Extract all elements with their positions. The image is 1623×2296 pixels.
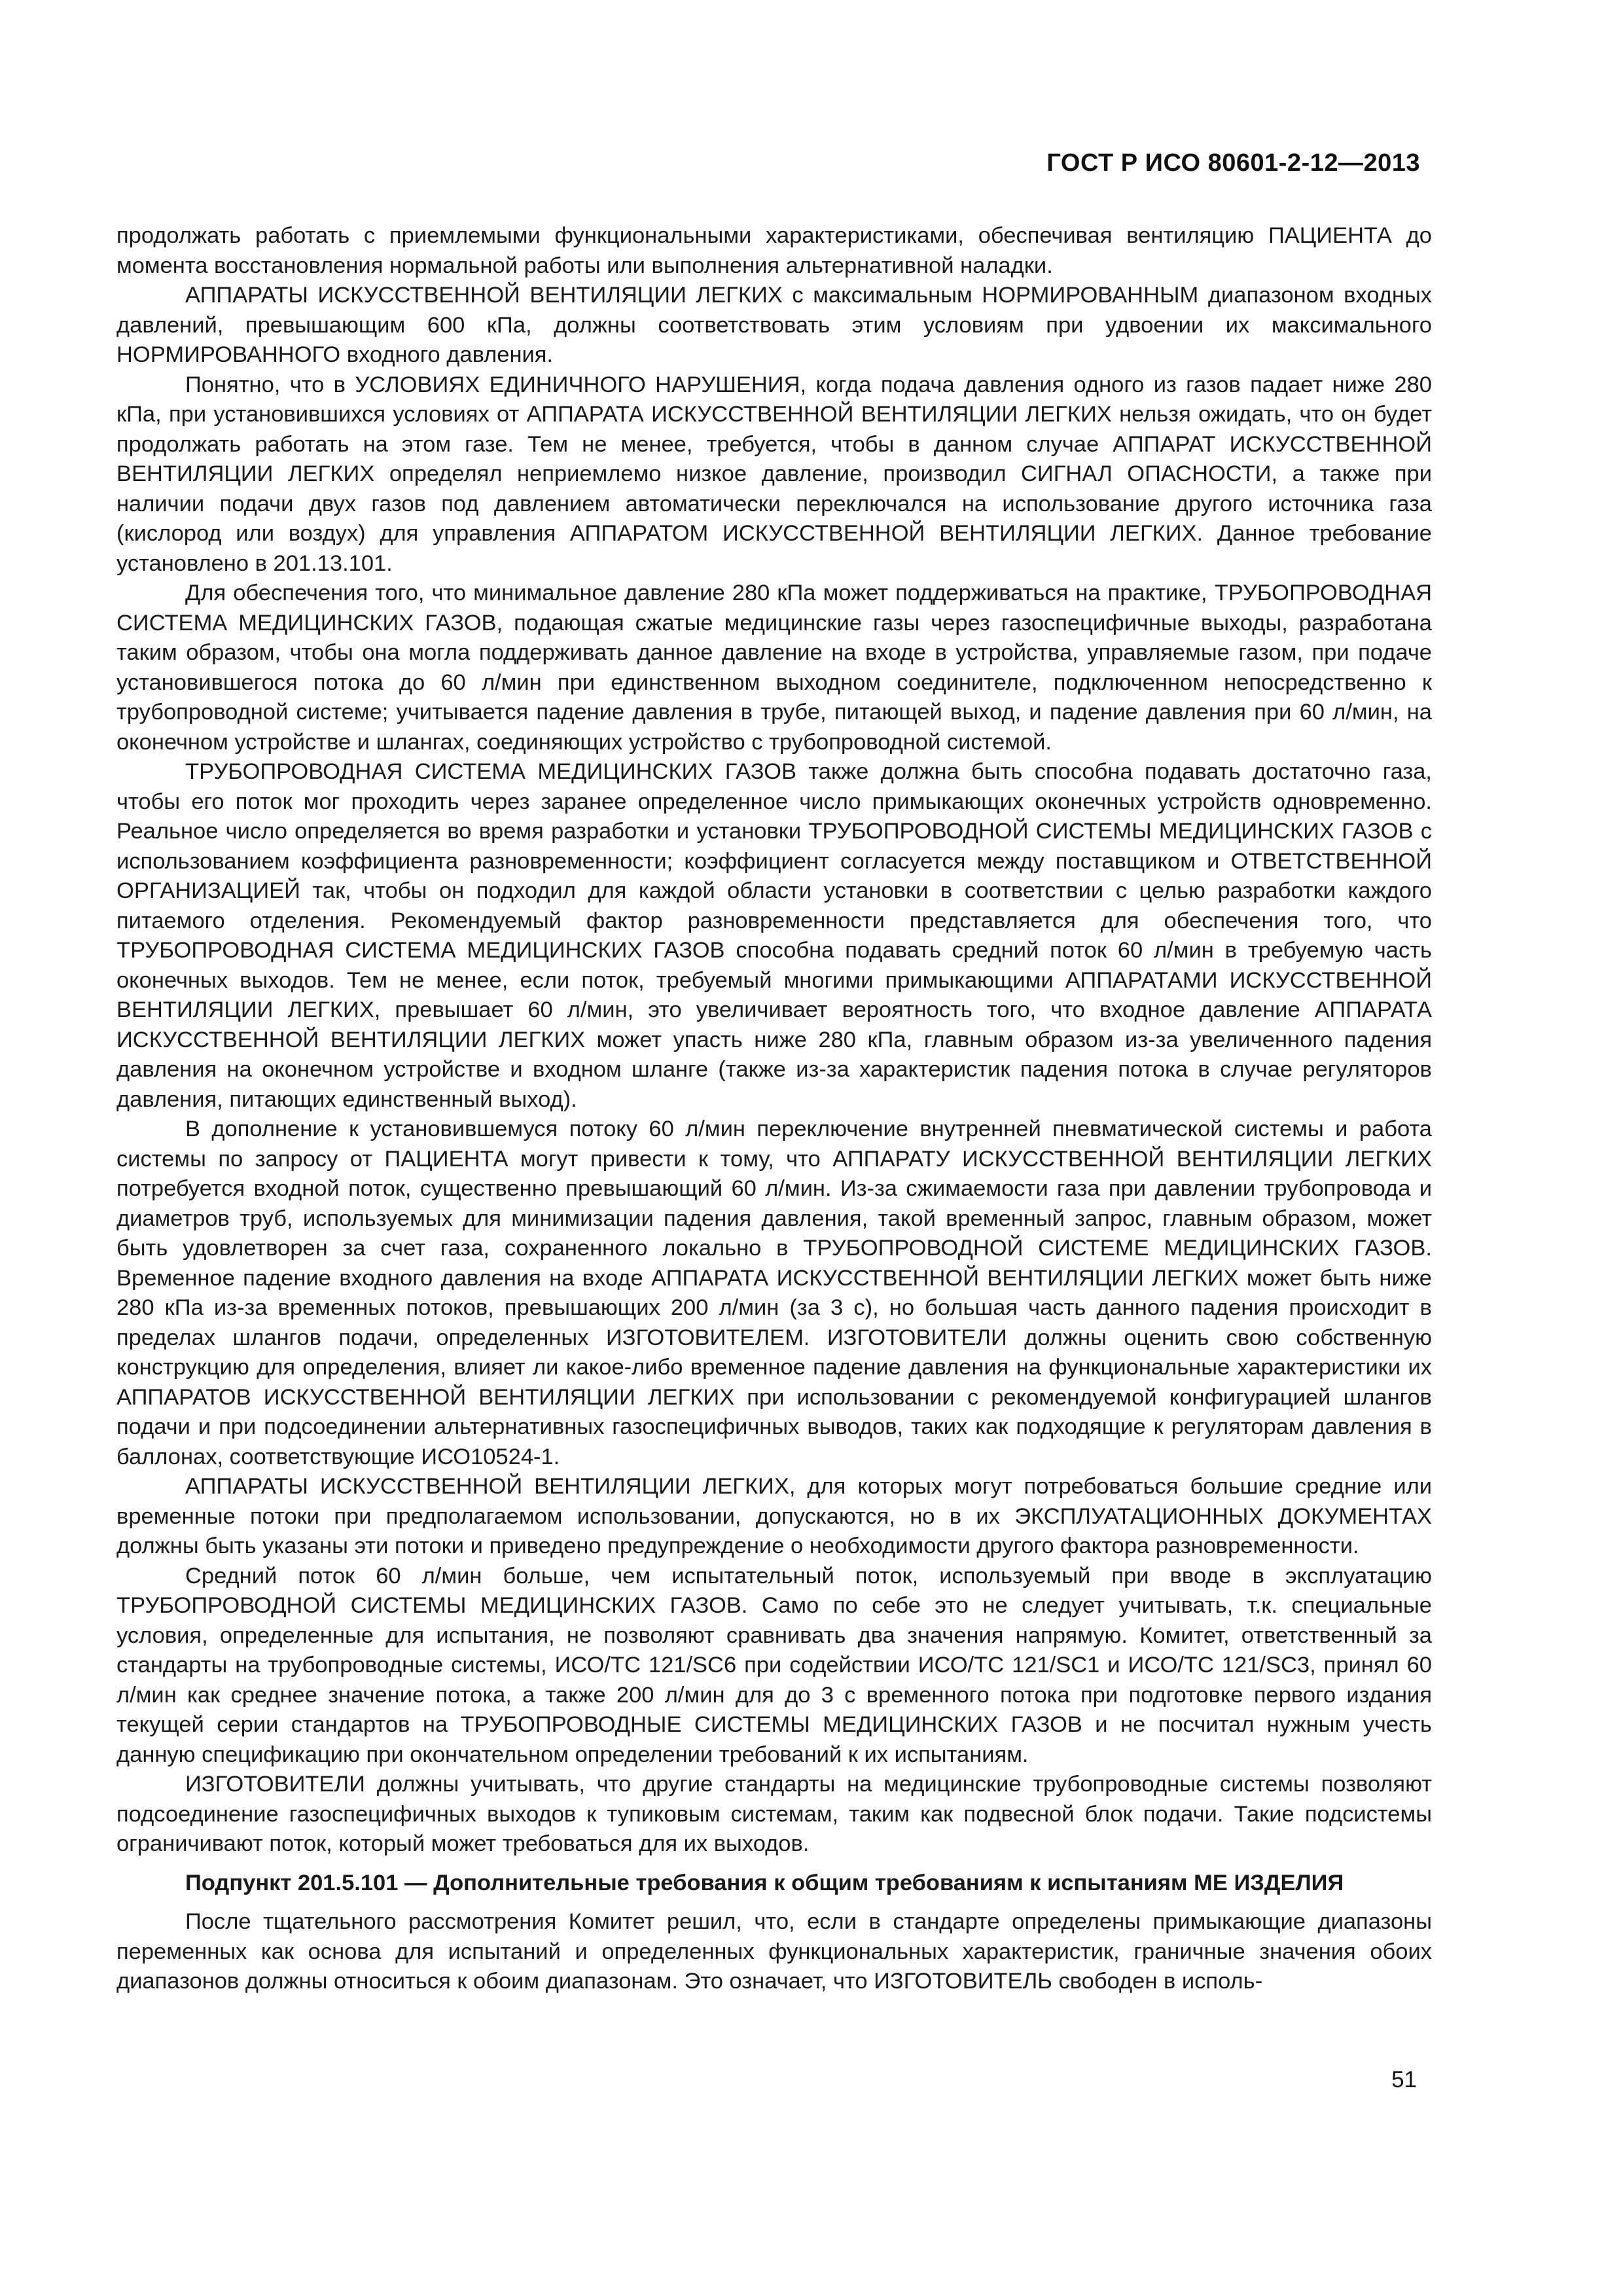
paragraph: АППАРАТЫ ИСКУССТВЕННОЙ ВЕНТИЛЯЦИИ ЛЕГКИХ, для которых могут потребоваться большие средние или временные потоки при предполагаемом использовании, допускаются, но в их ЭКСПЛУАТАЦИОННЫХ ДОКУМЕНТАХ должны быть указаны эти потоки и приведено предупреждение о необходимости другого фактора разновременности. [116, 1474, 1432, 1558]
paragraph: Средний поток 60 л/мин больше, чем испытательный поток, используемый при вводе в эксплуатацию ТРУБОПРОВОДНОЙ СИСТЕМЫ МЕДИЦИНСКИХ ГАЗОВ. Само по себе это не следует учитывать, т.к. специальные условия, определенные для испытания, не позволяют сравнивать два значения напрямую. Комитет, ответственный за стандарты на трубопроводные системы, ИСО/ТС 121/SC6 при содействии ИСО/ТС 121/SC1 и ИСО/ТС 121/SC3, принял 60 л/мин как среднее значение потока, а также 200 л/мин для до 3 с временного потока при подготовке первого издания текущей серии стандартов на ТРУБОПРОВОДНЫЕ СИСТЕМЫ МЕДИЦИНСКИХ ГАЗОВ и не посчитал нужным учесть данную спецификацию при окончательном определении требований к их испытаниям. [116, 1563, 1432, 1767]
paragraph: АППАРАТЫ ИСКУССТВЕННОЙ ВЕНТИЛЯЦИИ ЛЕГКИХ с максимальным НОРМИРОВАННЫМ диапазоном входных давлений, превышающим 600 кПа, должны соответствовать этим условиям при удвоении их максимального НОРМИРОВАННОГО входного давления. [116, 283, 1432, 367]
paragraph: После тщательного рассмотрения Комитет решил, что, если в стандарте определены примыкающие диапазоны переменных как основа для испытаний и определенных функциональных характеристик, граничные значения обоих диапазонов должны относиться к обоим диапазонам. Это означает, что ИЗГОТОВИТЕЛЬ свободен в исполь- [116, 1909, 1432, 1994]
subclause-heading: Подпункт 201.5.101 — Дополнительные требования к общим требованиям к испытаниям МЕ ИЗДЕЛИЯ [185, 1870, 1344, 1895]
paragraph: ИЗГОТОВИТЕЛИ должны учитывать, что другие стандарты на медицинские трубопроводные системы позволяют подсоединение газоспецифичных выходов к тупиковым системам, таким как подвесной блок подачи. Такие подсистемы ограничивают поток, который может требоваться для их выходов. [116, 1772, 1432, 1856]
paragraph-continuation: продолжать работать с приемлемыми функциональными характеристиками, обеспечивая вентиляцию ПАЦИЕНТА до момента восстановления нормальной работы или выполнения альтернативной наладки. [116, 223, 1432, 278]
paragraph: Понятно, что в УСЛОВИЯХ ЕДИНИЧНОГО НАРУШЕНИЯ, когда подача давления одного из газов падает ниже 280 кПа, при установившихся условиях от АППАРАТА ИСКУССТВЕННОЙ ВЕНТИЛЯЦИИ ЛЕГКИХ нельзя ожидать, что он будет продолжать работать на этом газе. Тем не менее, требуется, чтобы в данном случае АППАРАТ ИСКУССТВЕННОЙ ВЕНТИЛЯЦИИ ЛЕГКИХ определял неприемлемо низкое давление, производил СИГНАЛ ОПАСНОСТИ, а также при наличии подачи двух газов под давлением автоматически переключался на использование другого источника газа (кислород или воздух) для управления АППАРАТОМ ИСКУССТВЕННОЙ ВЕНТИЛЯЦИИ ЛЕГКИХ. Данное требование установлено в 201.13.101. [116, 372, 1432, 576]
paragraph: В дополнение к установившемуся потоку 60 л/мин переключение внутренней пневматической системы и работа системы по запросу от ПАЦИЕНТА могут привести к тому, что АППАРАТУ ИСКУССТВЕННОЙ ВЕНТИЛЯЦИИ ЛЕГКИХ потребуется входной поток, существенно превышающий 60 л/мин. Из-за сжимаемости газа при давлении трубопровода и диаметров труб, используемых для минимизации падения давления, такой временный запрос, главным образом, может быть удовлетворен за счет газа, сохраненного локально в ТРУБОПРОВОДНОЙ СИСТЕМЕ МЕДИЦИНСКИХ ГАЗОВ. Временное падение входного давления на входе АППАРАТА ИСКУССТВЕННОЙ ВЕНТИЛЯЦИИ ЛЕГКИХ может быть ниже 280 кПа из-за временных потоков, превышающих 200 л/мин (за 3 с), но большая часть данного падения происходит в пределах шлангов подачи, определенных ИЗГОТОВИТЕЛЕМ. ИЗГОТОВИТЕЛИ должны оценить свою собственную конструкцию для определения, влияет ли какое-либо временное падение давления на функциональные характеристики их АППАРАТОВ ИСКУССТВЕННОЙ ВЕНТИЛЯЦИИ ЛЕГКИХ при использовании с рекомендуемой конфигурацией шлангов подачи и при подсоединении альтернативных газоспецифичных выводов, таких как подходящие к регуляторам давления в баллонах, соответствующие ИСО10524-1. [116, 1117, 1432, 1469]
standard-header: ГОСТ Р ИСО 80601-2-12—2013 [1046, 149, 1420, 177]
body-text [116, 221, 1432, 1997]
paragraph: ТРУБОПРОВОДНАЯ СИСТЕМА МЕДИЦИНСКИХ ГАЗОВ также должна быть способна подавать достаточно газа, чтобы его поток мог проходить через заранее определенное число примыкающих оконечных устройств одновременно. Реальное число определяется во время разработки и установки ТРУБОПРОВОДНОЙ СИСТЕМЫ МЕДИЦИНСКИХ ГАЗОВ с использованием коэффициента разновременности; коэффициент согласуется между поставщиком и ОТВЕТСТВЕННОЙ ОРГАНИЗАЦИЕЙ так, чтобы он подходил для каждой области установки в соответствии с целью разработки каждого питаемого отделения. Рекомендуемый фактор разновременности представляется для обеспечения того, что ТРУБОПРОВОДНАЯ СИСТЕМА МЕДИЦИНСКИХ ГАЗОВ способна подавать средний поток 60 л/мин в требуемую часть оконечных выходов. Тем не менее, если поток, требуемый многими примыкающими АППАРАТАМИ ИСКУССТВЕННОЙ ВЕНТИЛЯЦИИ ЛЕГКИХ, превышает 60 л/мин, это увеличивает вероятность того, что входное давление АППАРАТА ИСКУССТВЕННОЙ ВЕНТИЛЯЦИИ ЛЕГКИХ может упасть ниже 280 кПа, главным образом из-за увеличенного падения давления на оконечном устройстве и входном шланге (также из-за характеристик падения потока в случае регуляторов давления, питающих единственный выход). [116, 759, 1432, 1112]
paragraph: Для обеспечения того, что минимальное давление 280 кПа может поддерживаться на практике, ТРУБОПРОВОДНАЯ СИСТЕМА МЕДИЦИНСКИХ ГАЗОВ, подающая сжатые медицинские газы через газоспецифичные выходы, разработана таким образом, чтобы она могла поддерживать данное давление на входе в устройства, управляемые газом, при подаче установившегося потока до 60 л/мин при единственном выходном соединителе, подключенном непосредственно к трубопроводной системе; учитывается падение давления в трубе, питающей выход, и падение давления при 60 л/мин, на оконечном устройстве и шлангах, соединяющих устройство с трубопроводной системой. [116, 581, 1432, 755]
page-number: 51 [1391, 2067, 1417, 2092]
